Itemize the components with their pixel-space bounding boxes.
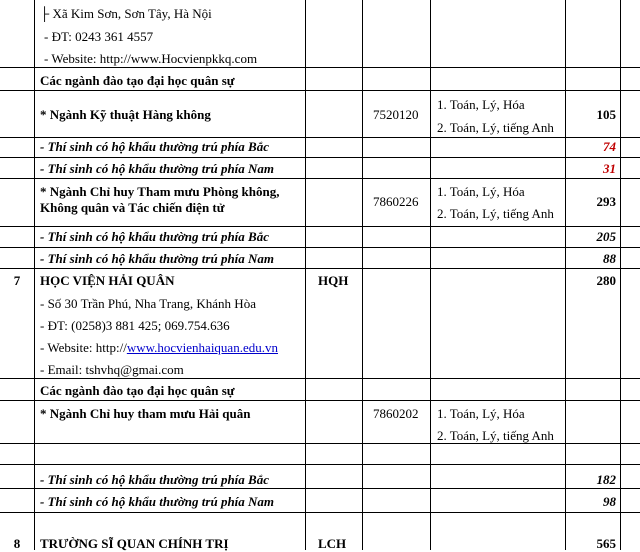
section-title: Các ngành đào tạo đại học quân sự <box>40 73 235 88</box>
website-text <box>40 340 278 356</box>
grid-row-line <box>0 268 640 269</box>
south-quota-value: 31 <box>603 161 616 176</box>
subject-combo: 2. Toán, Lý, tiếng Anh <box>437 120 554 135</box>
subject-combo: 1. Toán, Lý, Hóa <box>437 97 525 112</box>
grid-row-line <box>0 464 640 465</box>
email-text: - Email: tshvhq@gmai.com <box>40 362 184 377</box>
north-quota-label: - Thí sinh có hộ khẩu thường trú phía Bắc <box>40 229 269 244</box>
school-name: TRƯỜNG SĨ QUAN CHÍNH TRỊ <box>40 536 229 551</box>
north-quota-label: - Thí sinh có hộ khẩu thường trú phía Bắc <box>40 139 269 154</box>
north-quota-value: 182 <box>596 472 616 487</box>
major-name: Không quân và Tác chiến điện tử <box>40 200 225 215</box>
phone-text: - ĐT: 0243 361 4557 <box>44 29 154 44</box>
row-number: 7 <box>13 273 21 288</box>
north-quota-value: 205 <box>596 229 616 244</box>
grid-row-line <box>0 488 640 489</box>
major-code: 7860226 <box>373 194 419 209</box>
grid-row-line <box>0 512 640 513</box>
grid-col-line <box>34 0 35 550</box>
subject-combo: 1. Toán, Lý, Hóa <box>437 184 525 199</box>
grid-row-line <box>0 137 640 138</box>
website-text: - Website: http://www.Hocvienpkkq.com <box>44 51 258 66</box>
major-name: * Ngành Kỹ thuật Hàng không <box>40 107 211 122</box>
subject-combo: 2. Toán, Lý, tiếng Anh <box>437 206 554 221</box>
school-name: HỌC VIỆN HẢI QUÂN <box>40 273 175 288</box>
website-prefix: - Website: http:// <box>40 340 127 355</box>
subject-combo: 2. Toán, Lý, tiếng Anh <box>437 428 554 443</box>
grid-row-line <box>0 67 640 68</box>
school-quota: 280 <box>596 273 616 288</box>
phone-text: - ĐT: (0258)3 881 425; 069.754.636 <box>40 318 230 333</box>
section-title: Các ngành đào tạo đại học quân sự <box>40 383 235 398</box>
grid-row-line <box>0 157 640 158</box>
grid-row-line <box>0 247 640 248</box>
grid-col-line <box>362 0 363 550</box>
grid-row-line <box>0 178 640 179</box>
quota-value: 105 <box>596 107 616 122</box>
grid-row-line <box>0 378 640 379</box>
address-text: ├ Xã Kim Sơn, Sơn Tây, Hà Nội <box>40 6 212 21</box>
grid-row-line <box>0 90 640 91</box>
south-quota-label: - Thí sinh có hộ khẩu thường trú phía Nam <box>40 494 275 509</box>
south-quota-value: 98 <box>603 494 616 509</box>
major-code: 7520120 <box>373 107 419 122</box>
major-name: * Ngành Chỉ huy Tham mưu Phòng không, <box>40 184 280 199</box>
address-text: - Số 30 Trần Phú, Nha Trang, Khánh Hòa <box>40 296 256 311</box>
north-quota-value: 74 <box>603 139 616 154</box>
major-name: * Ngành Chỉ huy tham mưu Hải quân <box>40 406 251 421</box>
grid-col-line <box>305 0 306 550</box>
school-code: HQH <box>318 273 349 288</box>
subject-combo: 1. Toán, Lý, Hóa <box>437 406 525 421</box>
grid-col-line <box>620 0 621 550</box>
grid-row-line <box>0 400 640 401</box>
quota-value: 293 <box>596 194 616 209</box>
school-code: LCH <box>318 536 347 551</box>
grid-row-line <box>0 226 640 227</box>
south-quota-label: - Thí sinh có hộ khẩu thường trú phía Nam <box>40 161 275 176</box>
south-quota-value: 88 <box>603 251 616 266</box>
school-quota: 565 <box>596 536 616 551</box>
grid-col-line <box>430 0 431 550</box>
row-number: 8 <box>13 536 21 551</box>
north-quota-label: - Thí sinh có hộ khẩu thường trú phía Bắc <box>40 472 269 487</box>
south-quota-label: - Thí sinh có hộ khẩu thường trú phía Nam <box>40 251 275 266</box>
major-code: 7860202 <box>373 406 419 421</box>
website-link[interactable]: www.hocvienhaiquan.edu.vn <box>126 340 278 355</box>
